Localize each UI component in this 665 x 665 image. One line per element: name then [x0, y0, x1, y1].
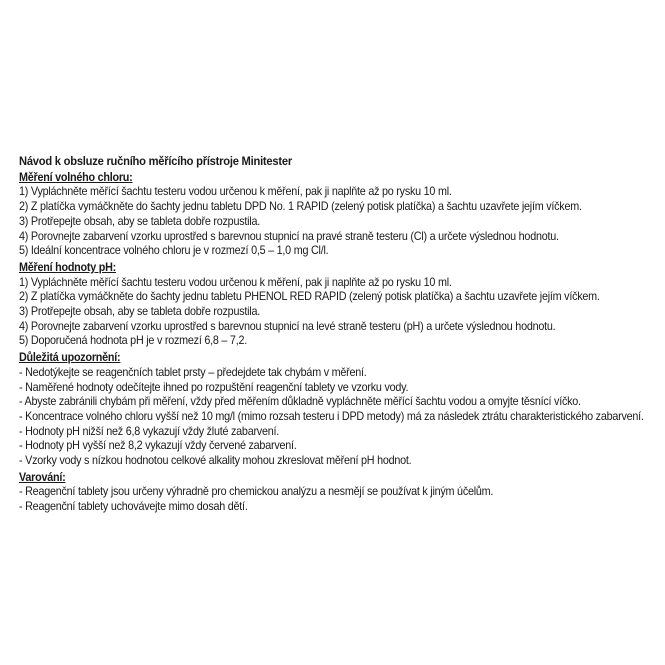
- section-heading: Varování:: [19, 470, 66, 484]
- list-item: 3) Protřepejte obsah, aby se tableta dobře rozpustila.: [19, 305, 260, 319]
- list-item: - Abyste zabránili chybám při měření, vždy před měřením důkladně vypláchněte měřící šachtu vodou a omyjte těsnící víčko.: [19, 395, 581, 409]
- list-item: - Hodnoty pH vyšší než 8,2 vykazují vždy červené zabarvení.: [19, 439, 297, 453]
- section-heading: Měření hodnoty pH:: [19, 260, 117, 274]
- list-item: 2) Z platíčka vymáčkněte do šachty jednu tabletu PHENOL RED RAPID (zelený potisk platíčka) a šachtu uzavřete jejím víčkem.: [19, 290, 600, 304]
- document-title: Návod k obsluze ručního měřícího přístroje Minitester: [19, 154, 292, 168]
- list-item: - Naměřené hodnoty odečítejte ihned po rozpuštění reagenční tablety ve vzorku vody.: [19, 380, 409, 394]
- section-important-notes: [19, 351, 644, 469]
- list-item: 1) Vypláchněte měřící šachtu testeru vodou určenou k měření, pak ji naplňte až po rysku 10 ml.: [19, 185, 452, 199]
- instruction-document: [19, 154, 644, 515]
- list-item: - Hodnoty pH nižší než 6,8 vykazují vždy žluté zabarvení.: [19, 424, 280, 438]
- list-item: 5) Doporučená hodnota pH je v rozmezí 6,8 – 7,2.: [19, 334, 247, 348]
- list-item: 1) Vypláchněte měřící šachtu testeru vodou určenou k měření, pak ji naplňte až po rysku 10 ml.: [19, 275, 452, 289]
- list-item: 4) Porovnejte zabarvení vzorku uprostřed s barevnou stupnicí na levé straně testeru (pH) a určete výslednou hodnotu.: [19, 319, 556, 333]
- list-item: - Reagenční tablety uchovávejte mimo dosah dětí.: [19, 500, 248, 514]
- section-warning: [19, 471, 605, 515]
- list-item: - Nedotýkejte se reagenčních tablet prsty – předejdete tak chybám v měření.: [19, 365, 367, 379]
- section-ph-value: [19, 261, 605, 349]
- section-heading: Měření volného chloru:: [19, 170, 133, 184]
- list-item: 2) Z platíčka vymáčkněte do šachty jednu tabletu DPD No. 1 RAPID (zelený potisk platíčka) a šachtu uzavřete jejím víčkem.: [19, 200, 582, 214]
- list-item: 5) Ideální koncentrace volného chloru je v rozmezí 0,5 – 1,0 mg Cl/l.: [19, 244, 329, 258]
- section-heading: Důležitá upozornění:: [19, 351, 121, 365]
- list-item: - Koncentrace volného chloru vyšší než 10 mg/l (mimo rozsah testeru i DPD metody) má za následek ztrátu charakteristického zabarvení.: [19, 409, 644, 423]
- list-item: - Reagenční tablety jsou určeny výhradně pro chemickou analýzu a nesmějí se používat k jiným účelům.: [19, 485, 494, 499]
- list-item: 4) Porovnejte zabarvení vzorku uprostřed s barevnou stupnicí na pravé straně testeru (Cl) a určete výslednou hodnotu.: [19, 229, 559, 243]
- list-item: - Vzorky vody s nízkou hodnotou celkové alkality mohou zkreslovat měření pH hodnot.: [19, 454, 412, 468]
- list-item: 3) Protřepejte obsah, aby se tableta dobře rozpustila.: [19, 214, 260, 228]
- section-free-chlorine: [19, 171, 605, 259]
